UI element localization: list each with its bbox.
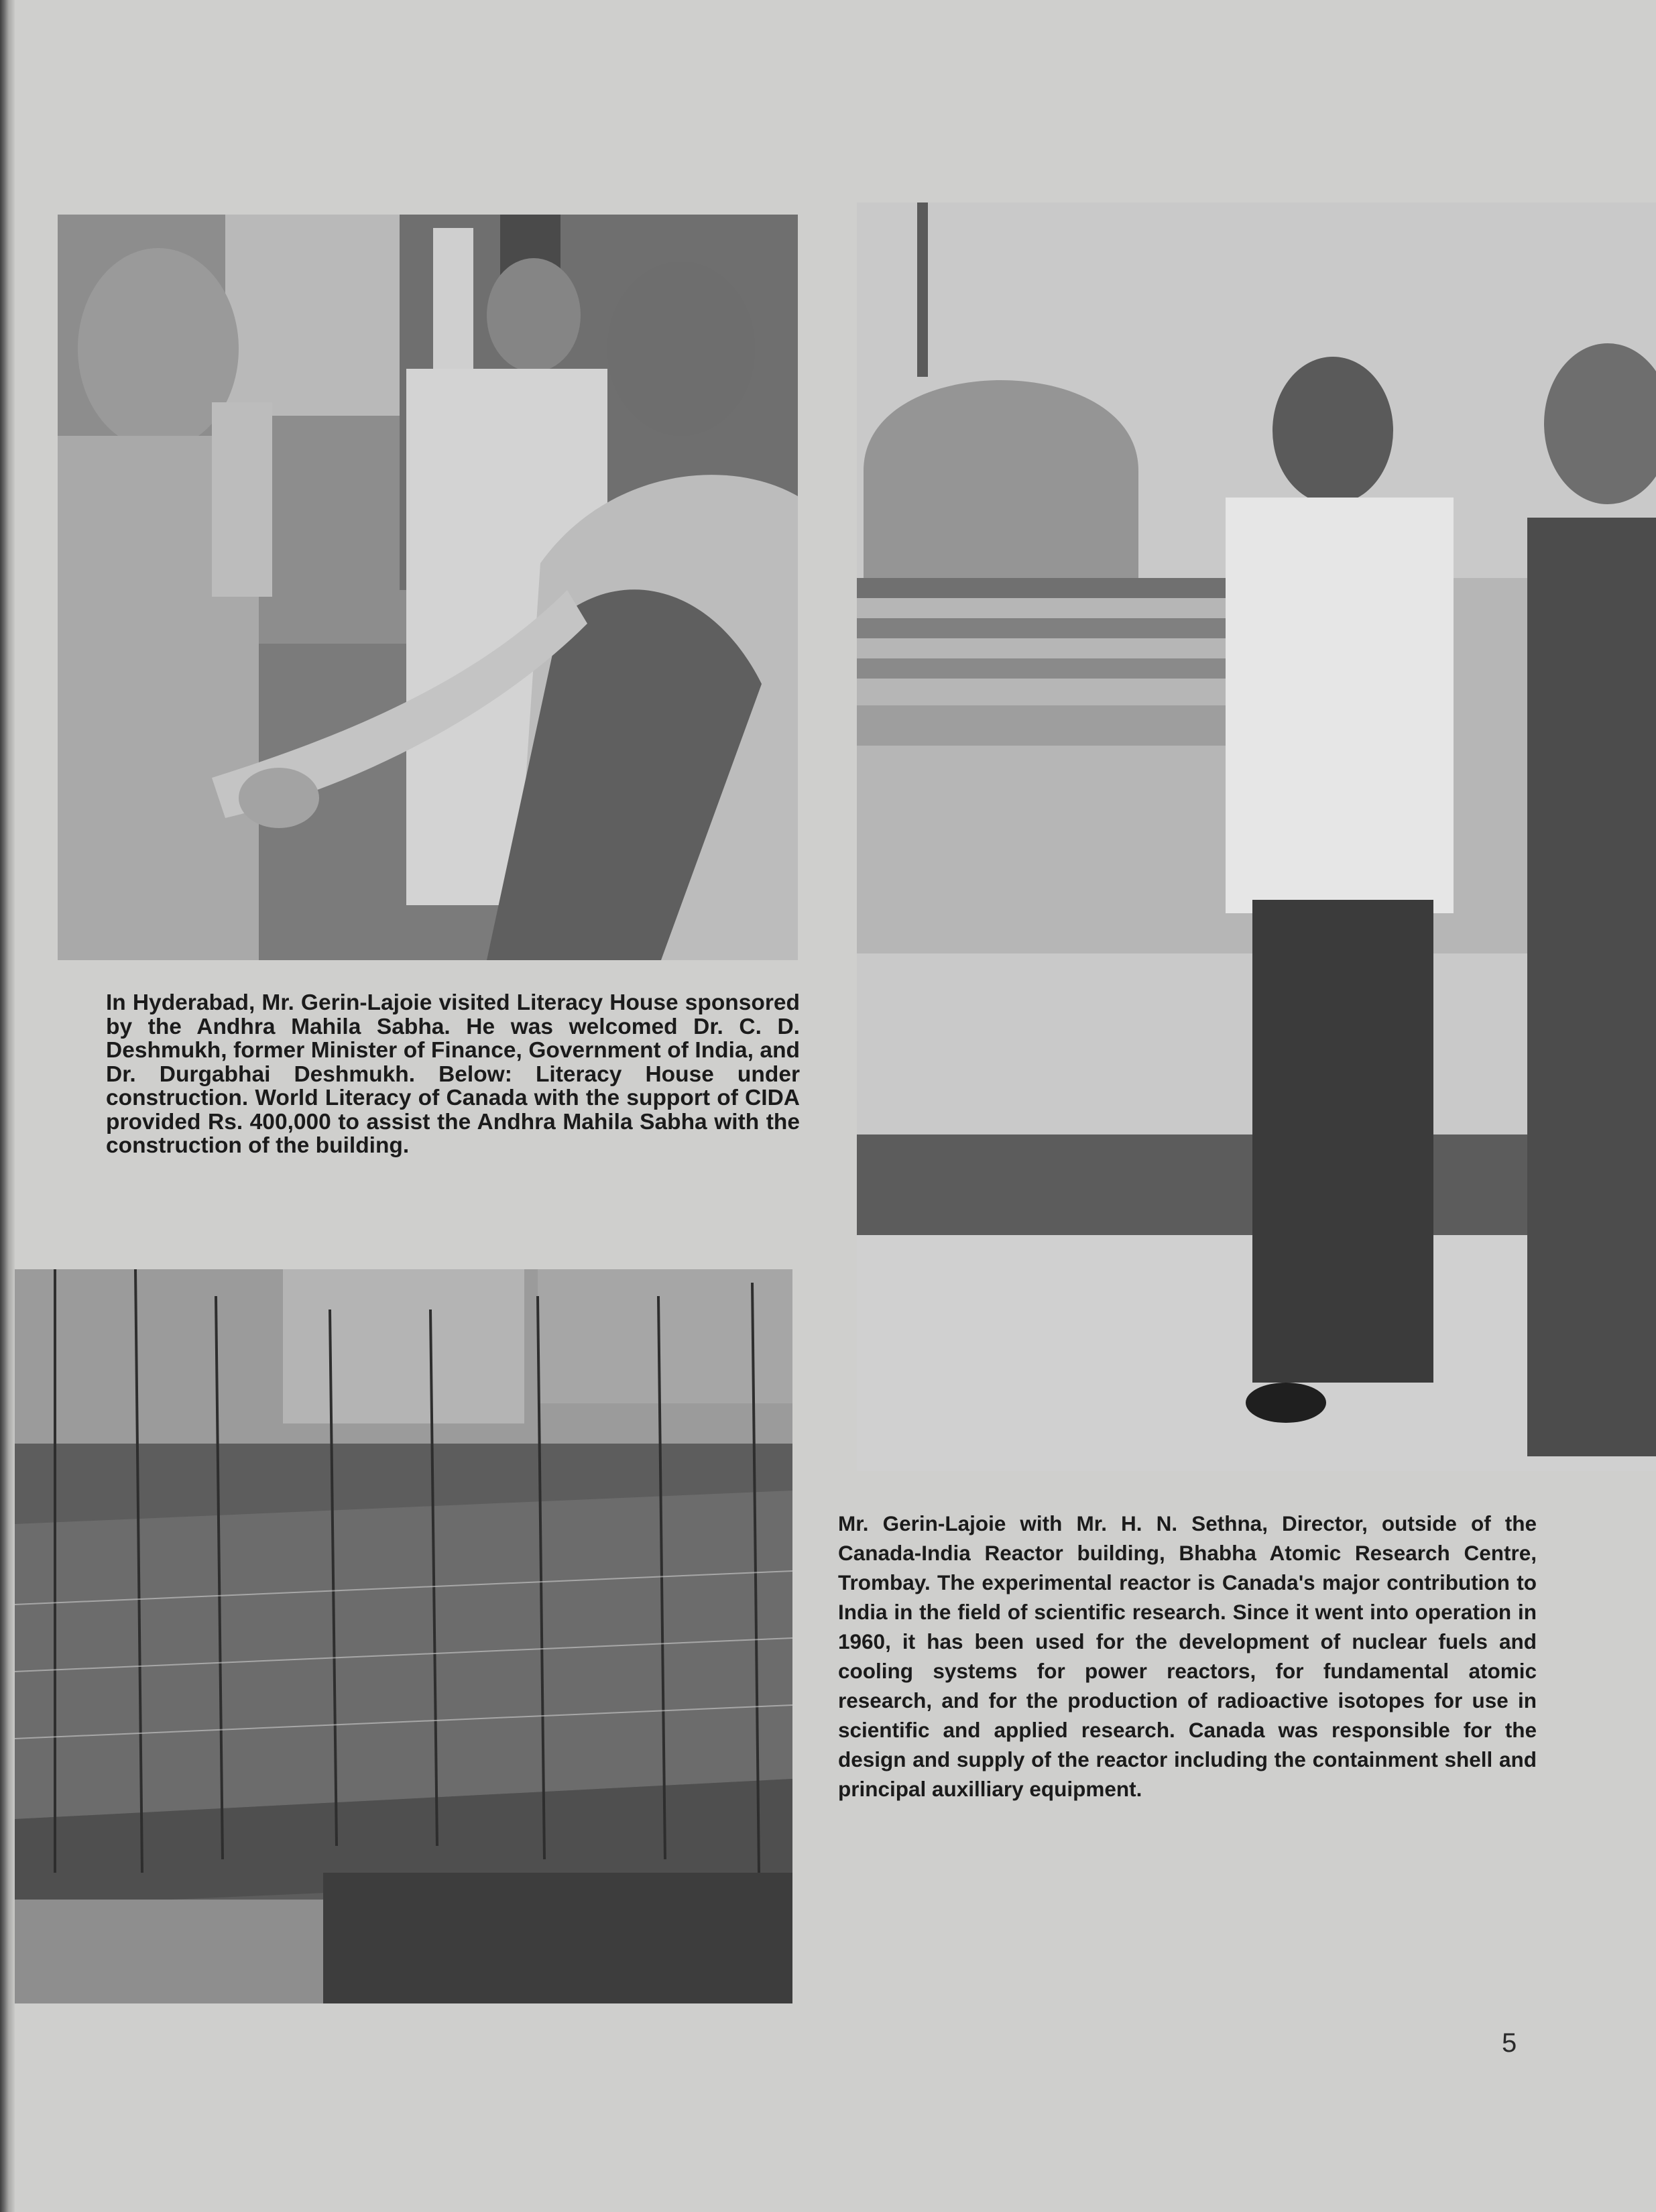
photo-construction-graphic [15,1269,792,2003]
photo-construction-site [15,1269,792,2003]
photo-handshake-graphic [58,215,798,960]
caption-trombay: Mr. Gerin-Lajoie with Mr. H. N. Sethna, Director, outside of the Canada-India Reactor building, Bhabha Atomic Research Centre, Trombay. The experimental reactor is Canada's major contribution to India in the field of scientific research. Since it went into operation in 1960, it has been used for the development of nuclear fuels and cooling systems for power reactors, for fundamental atomic research, and for the production of radioactive isotopes for use in scientific and applied research. Canada was responsible for the design and supply of the reactor including the containment shell and principal auxilliary equipment. [838,1511,1537,1801]
photo-reactor-trombay [857,202,1656,1471]
binding-spine [0,0,15,2212]
page-number: 5 [1502,2028,1517,2058]
photo-handshake-literacy-house [58,215,798,960]
photo-reactor-graphic [857,202,1656,1471]
caption-hyderabad: In Hyderabad, Mr. Gerin-Lajoie visited Literacy House sponsored by the Andhra Mahila Sabha. He was welcomed Dr. C. D. Deshmukh, former Minister of Finance, Government of India, and Dr. Durgabhai Deshmukh. Below: Literacy House under construction. World Literacy of Canada with the support of CIDA provided Rs. 400,000 to assist the Andhra Mahila Sabha with the construction of the building. [106,990,800,1158]
